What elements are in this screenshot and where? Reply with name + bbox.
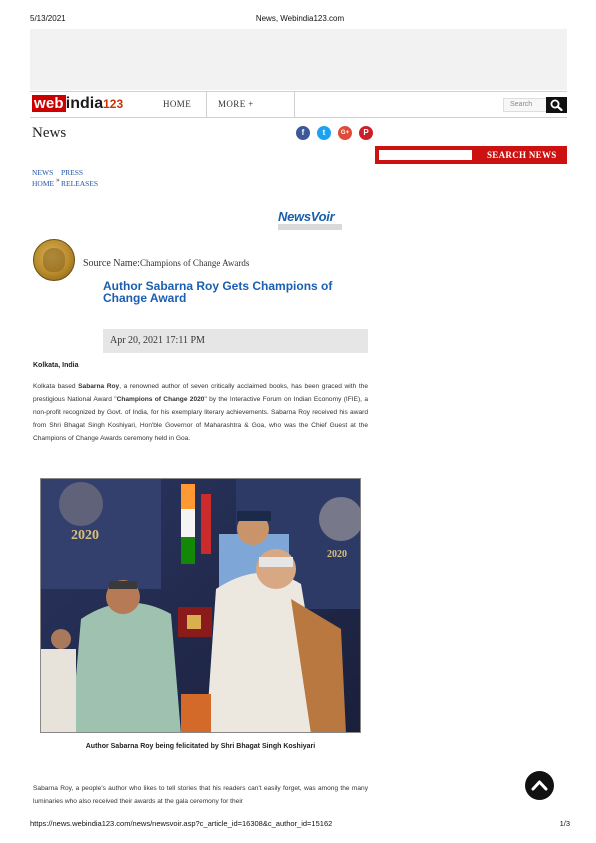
ad-banner [30,29,567,90]
chevron-up-icon [531,778,548,792]
article-location: Kolkata, India [33,362,79,369]
source-medal-image [33,239,75,281]
p1-bold-author: Sabarna Roy [78,383,120,390]
p1-text-3: " by the Interactive Forum on Indian Economy (IFIE), a non-profit recognized by Govt. of India, for his exemplary literary achievements. Sabarna Roy received his award from Shri Bhagat Singh Koshiyari, Hon'ble Governor of Maharashtra & Goa, who was the Chief Guest at the Champions of Change Awards ceremony held in Goa. [33,396,368,442]
newsvoir-logo[interactable] [278,209,342,230]
article-date: Apr 20, 2021 17:11 PM [110,335,205,346]
article-paragraph-2: Sabarna Roy, a people's author who likes to tell stories that his readers can't easily forget, was among the many luminaries who also received their awards at the gala ceremony for their [33,785,368,805]
article-date-box [103,329,368,353]
search-input[interactable]: Search [503,98,547,112]
search-icon [550,99,563,111]
logo-123: 123 [103,97,124,111]
logo-web: web [34,95,64,112]
section-title: News [32,125,67,141]
nav-divider [294,92,295,117]
sidebar-search-input[interactable] [379,150,472,160]
p1-bold-award: Champions of Change 2020 [116,396,205,403]
site-logo[interactable] [32,96,123,112]
backdrop-year-left: 2020 [71,528,99,543]
top-navbar [30,91,567,118]
back-to-top-button[interactable] [525,771,554,800]
newsvoir-tagline-bar [278,224,342,230]
article-paragraph-1 [33,380,368,445]
breadcrumb-press[interactable]: PRESS [61,168,84,177]
breadcrumb-separator: » [56,175,60,184]
article-headline: Author Sabarna Roy Gets Champions of Change Award [103,279,333,305]
print-title: News, Webindia123.com [255,14,345,23]
twitter-icon[interactable]: t [317,126,331,140]
pinterest-icon[interactable]: P [359,126,373,140]
nav-more-menu[interactable]: MORE + [218,99,254,109]
source-label: Source Name: [83,258,140,269]
facebook-icon[interactable]: f [296,126,310,140]
print-page-number: 1/3 [559,819,570,828]
google-plus-icon[interactable]: G+ [338,126,352,140]
source-line [83,258,249,269]
search-button[interactable] [546,97,567,113]
breadcrumb-news[interactable]: NEWS [32,168,54,177]
print-url: https://news.webindia123.com/news/newsvoir.asp?c_article_id=16308&c_author_id=15162 [30,819,333,828]
nav-divider [206,92,207,117]
backdrop-year-right: 2020 [327,549,347,560]
newsvoir-logo-text: NewsVoir [278,209,335,224]
photo-caption: Author Sabarna Roy being felicitated by Shri Bhagat Singh Koshiyari [85,743,316,750]
source-name: Champions of Change Awards [139,258,250,268]
logo-india: india [65,95,104,112]
sidebar-search-bar [375,146,567,164]
breadcrumb-releases[interactable]: RELEASES [61,179,99,188]
p1-text-1: Kolkata based [33,383,79,390]
breadcrumb-home[interactable]: HOME [32,179,55,188]
p1-text-2: , a renowned author of seven critically acclaimed books, has been graced with the prestigious National Award " [33,383,369,403]
article-photo [40,478,361,733]
search-news-button[interactable]: SEARCH NEWS [487,150,557,160]
ceremony-photo-illustration [41,479,361,733]
nav-home-link[interactable]: HOME [163,99,192,109]
print-date: 5/13/2021 [30,14,66,23]
